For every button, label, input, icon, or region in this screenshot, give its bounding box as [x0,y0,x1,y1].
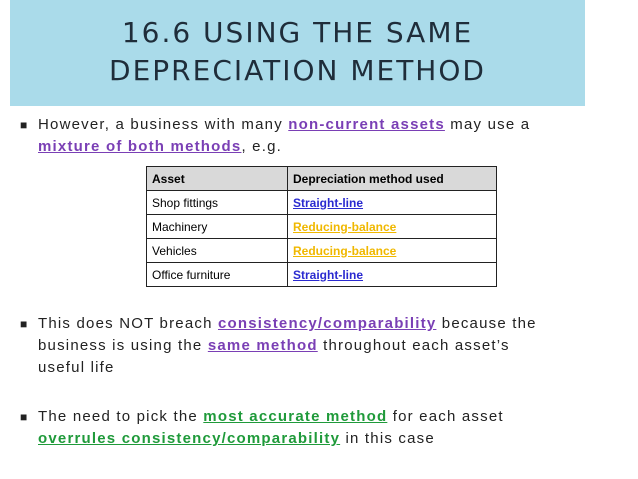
asset-cell: Shop fittings [147,191,288,215]
bullet-text: may use a [444,116,531,133]
keyword-same-method: same method [207,337,318,354]
keyword-most-accurate-method: most accurate method [203,408,388,425]
column-header-method: Depreciation method used [288,167,497,191]
bullet-text: This does NOT breach [38,315,218,332]
method-cell: Straight-line [288,263,497,287]
keyword-consistency-comparability: consistency/comparability [218,315,437,332]
table-row [147,215,497,239]
bullet-text: for each asset [387,408,504,425]
column-header-asset: Asset [147,167,288,191]
table-row [147,191,497,215]
table-row [147,239,497,263]
keyword-non-current-assets: non-current assets [288,116,445,133]
keyword-mixture-of-both-methods: mixture of both methods [38,138,242,155]
asset-cell: Machinery [147,215,288,239]
bullet-text: , e.g. [241,138,282,155]
method-cell: Reducing-balance [288,239,497,263]
method-cell: Reducing-balance [288,215,497,239]
asset-cell: Office furniture [147,263,288,287]
bullet-text: business is using the [38,337,208,354]
slide-title [10,14,585,90]
bullet-text: useful life [38,359,115,376]
title-line-2: DEPRECIATION METHOD [109,54,486,87]
bullet-3 [20,406,504,450]
method-cell: Straight-line [288,191,497,215]
bullet-text: in this case [340,430,435,447]
bullet-1 [20,114,530,158]
bullet-text: The need to pick the [38,408,204,425]
bullet-marker-icon: ■ [20,118,29,132]
bullet-marker-icon: ■ [20,317,29,331]
bullet-text: because the [436,315,537,332]
table-header-row [147,167,497,191]
bullet-2 [20,313,537,379]
bullet-text: throughout each asset’s [317,337,510,354]
asset-cell: Vehicles [147,239,288,263]
depreciation-table [146,166,497,287]
table-row [147,263,497,287]
keyword-overrules-consistency: overrules consistency/comparability [38,430,341,447]
bullet-text: However, a business with many [38,116,289,133]
title-line-1: 16.6 USING THE SAME [121,16,474,49]
bullet-marker-icon: ■ [20,410,29,424]
